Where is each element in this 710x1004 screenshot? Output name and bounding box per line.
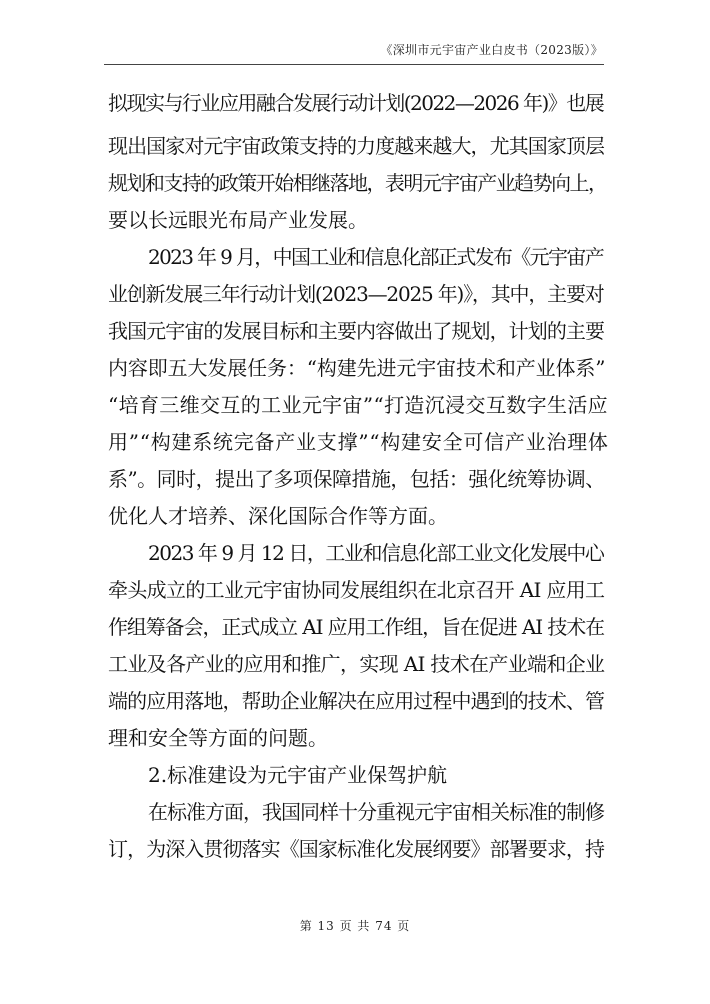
body-line: 优化人才培养、深化国际合作等方面。 <box>108 504 448 528</box>
body-line: 拟现实与行业应用融合发展行动计划(2022—2026 年)》也展 <box>108 91 604 115</box>
body-line: 订，为深入贯彻落实《国家标准化发展纲要》部署要求，持 <box>108 837 605 861</box>
page-number: 第 13 页 共 74 页 <box>299 919 411 933</box>
body-line: 用”“构建系统完备产业支撑”“构建安全可信产业治理体 <box>108 430 609 454</box>
body-line: 规划和支持的政策开始相继落地，表明元宇宙产业趋势向上， <box>108 171 607 195</box>
body-line: 端的应用落地，帮助企业解决在应用过程中遇到的技术、管 <box>108 689 605 713</box>
body-line: 业创新发展三年行动计划(2023—2025 年)》，其中，主要对 <box>108 282 604 306</box>
body-line: 理和安全等方面的问题。 <box>108 726 328 750</box>
body-line: 2023 年 9 月 12 日，工业和信息化部工业文化发展中心 <box>148 541 604 565</box>
section-heading: 2.标准建设为元宇宙产业保驾护航 <box>148 763 448 787</box>
body-line: 工业及各产业的应用和推广，实现 AI 技术在产业端和企业 <box>108 652 605 676</box>
body-line: 牵头成立的工业元宇宙协同发展组织在北京召开 AI 应用工 <box>108 578 605 602</box>
running-header: 《深圳市元宇宙产业白皮书（2023版）》 <box>380 43 603 57</box>
body-line: “培育三维交互的工业元宇宙”“打造沉浸交互数字生活应 <box>108 393 609 417</box>
body-line: 2023 年 9 月，中国工业和信息化部正式发布《元宇宙产 <box>148 245 604 269</box>
body-line: 作组筹备会，正式成立 AI 应用工作组，旨在促进 AI 技术在 <box>108 615 605 639</box>
body-line: 我国元宇宙的发展目标和主要内容做出了规划，计划的主要 <box>108 319 605 343</box>
header-divider <box>104 64 604 65</box>
body-line: 系”。同时，提出了多项保障措施，包括：强化统筹协调、 <box>108 467 605 491</box>
body-line: 内容即五大发展任务：“构建先进元宇宙技术和产业体系” <box>108 356 606 380</box>
body-line: 现出国家对元宇宙政策支持的力度越来越大，尤其国家顶层 <box>108 134 605 158</box>
body-line: 要以长远眼光布局产业发展。 <box>108 208 368 232</box>
body-line: 在标准方面，我国同样十分重视元宇宙相关标准的制修 <box>148 800 604 824</box>
